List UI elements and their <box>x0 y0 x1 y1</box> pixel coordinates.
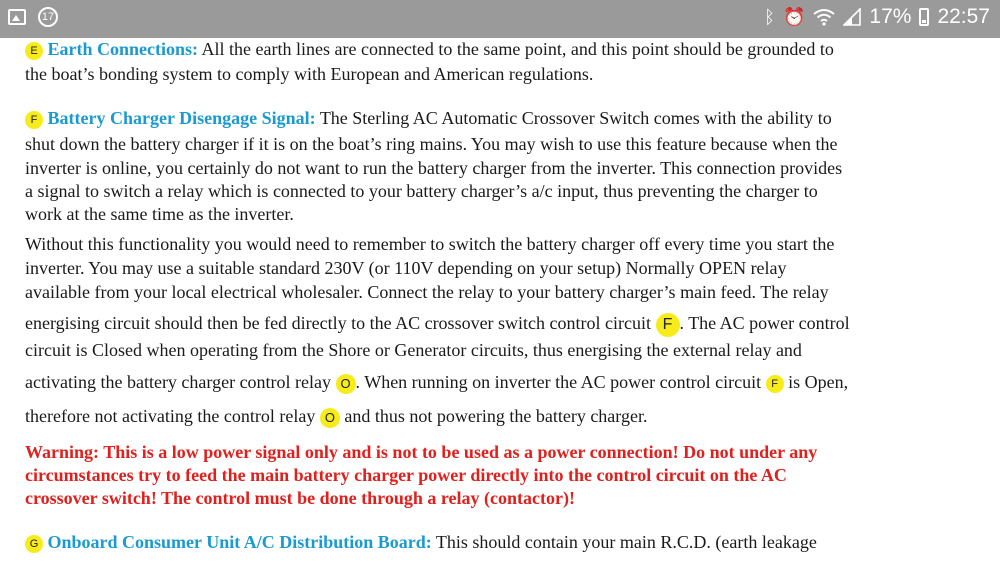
func-text-7a: therefore not activating the control relay <box>25 406 320 426</box>
func-line-6 <box>25 371 848 394</box>
earth-line-1 <box>25 38 834 60</box>
marker-f: F <box>766 375 784 393</box>
status-bar <box>0 0 1000 38</box>
marker-o: O <box>320 408 340 428</box>
marker-e: E <box>25 42 43 60</box>
charger-line-3: inverter is online, you certainly do not want to run the battery charger from the inverter. This connection provides <box>25 158 843 178</box>
func-text-6c: is Open, <box>783 372 849 392</box>
warning-line-1: Warning: This is a low power signal only and is not to be used as a power connection! Do not under any <box>25 442 818 462</box>
charger-line-2: shut down the battery charger if it is on the boat’s ring mains. You may wish to use this feature because when the <box>25 134 838 154</box>
func-line-7 <box>25 405 647 428</box>
func-line-4 <box>25 312 850 337</box>
charger-heading: Battery Charger Disengage Signal: <box>47 108 316 128</box>
clock: 22:57 <box>937 5 990 28</box>
battery-icon <box>919 8 929 26</box>
consumer-line-1 <box>25 531 817 553</box>
marker-f: F <box>25 111 43 129</box>
bluetooth-icon: ᛒ <box>764 7 775 27</box>
charger-line-5: work at the same time as the inverter. <box>25 204 294 224</box>
func-line-1: Without this functionality you would need to remember to switch the battery charger off every time you start the <box>25 234 835 254</box>
consumer-text-1: This should contain your main R.C.D. (earth leakage <box>431 532 817 552</box>
signal-icon <box>843 8 861 26</box>
earth-line-2: the boat’s bonding system to comply with European and American regulations. <box>25 64 594 84</box>
func-text-4b: . The AC power control <box>679 313 850 333</box>
func-line-3: available from your local electrical wholesaler. Connect the relay to your battery charger’s main feed. The relay <box>25 282 829 302</box>
marker-f: F <box>656 313 680 337</box>
wifi-icon <box>813 8 835 26</box>
charger-line-1 <box>25 107 832 129</box>
earth-heading: Earth Connections: <box>47 39 199 59</box>
marker-g: G <box>25 535 43 553</box>
func-text-6b: . When running on inverter the AC power control circuit <box>355 372 766 392</box>
func-text-4a: energising circuit should then be fed directly to the AC crossover switch control circuit <box>25 313 656 333</box>
func-line-2: inverter. You may use a suitable standard 230V (or 110V depending on your setup) Normally OPEN relay <box>25 258 787 278</box>
warning-line-2: circumstances try to feed the main battery charger power directly into the control circuit on the AC <box>25 465 787 485</box>
func-text-6a: activating the battery charger control relay <box>25 372 336 392</box>
image-icon <box>8 9 26 25</box>
charger-line-4: a signal to switch a relay which is connected to your battery charger’s a/c input, thus preventing the charger to <box>25 181 818 201</box>
func-line-5: circuit is Closed when operating from the Shore or Generator circuits, thus energising the external relay and <box>25 340 802 360</box>
notification-count-badge: 17 <box>38 7 58 27</box>
consumer-heading: Onboard Consumer Unit A/C Distribution Board: <box>47 532 432 552</box>
alarm-icon: ⏰ <box>782 7 806 27</box>
warning-line-3: crossover switch! The control must be done through a relay (contactor)! <box>25 488 575 508</box>
battery-percent: 17% <box>869 5 912 28</box>
marker-o: O <box>336 374 356 394</box>
charger-text-1: The Sterling AC Automatic Crossover Switch comes with the ability to <box>315 108 832 128</box>
func-text-7b: and thus not powering the battery charger. <box>339 406 648 426</box>
earth-text-1: All the earth lines are connected to the same point, and this point should be grounded to <box>198 39 834 59</box>
